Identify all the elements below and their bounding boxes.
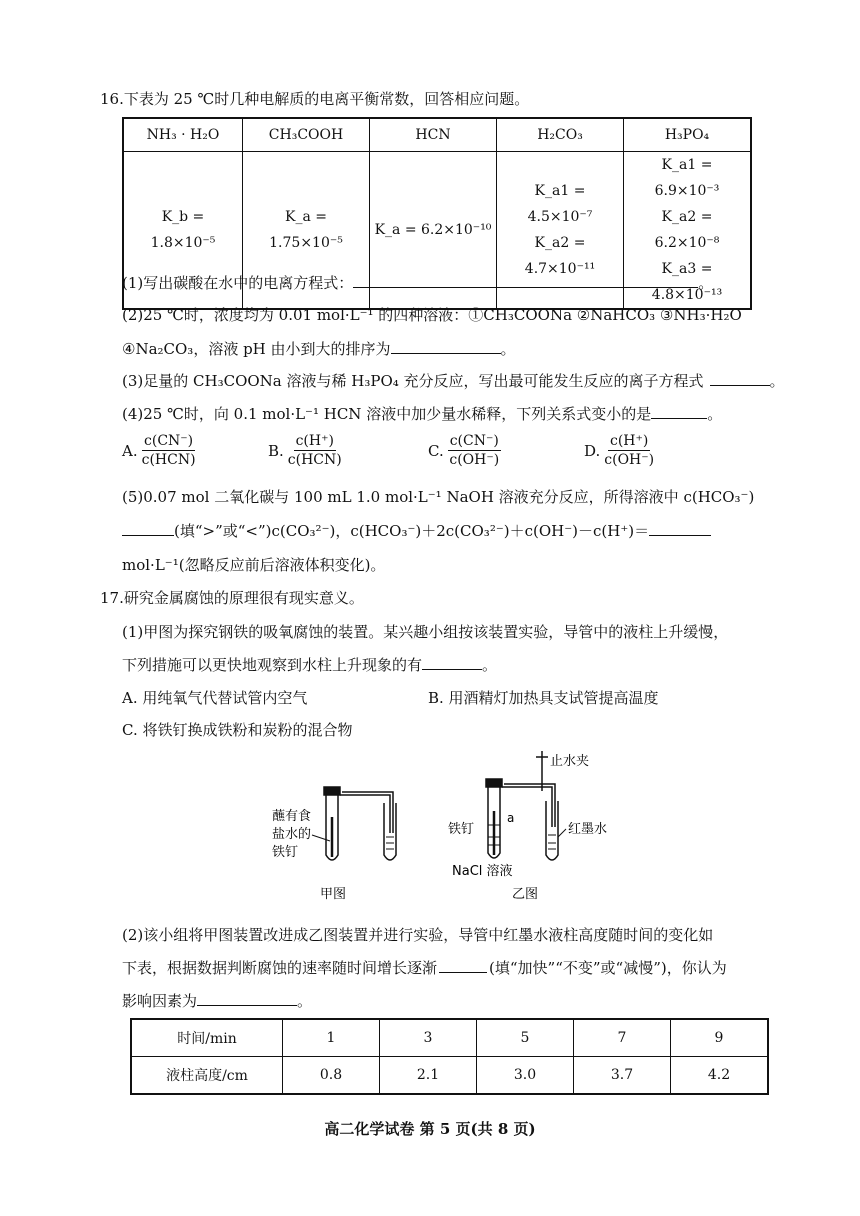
time-cell: 7 [574,1019,671,1057]
q17-part2-line3 [122,990,312,1011]
q17-part2-text-a: 下表，根据数据判断腐蚀的速率随时间增长逐渐 [122,959,438,977]
option-label: A. [122,441,138,460]
q17-part2-line1: (2)该小组将甲图装置改进成乙图装置并进行实验，导管中红墨水液柱高度随时间的变化如 [122,926,714,944]
value-h2co3-ka2: K_a2 = 4.7×10⁻¹¹ [524,235,596,277]
q16-part5-line2 [122,520,711,541]
q17-part2-line2 [122,957,727,978]
time-cell: 5 [477,1019,574,1057]
q17-part1-line1: (1)甲图为探究钢铁的吸氧腐蚀的装置。某兴趣小组按该装置实验，导管中的液柱上升缓慢， [122,623,729,641]
value-h3po4-ka1: K_a1 = 6.9×10⁻³ [654,157,720,199]
numerator: c(H⁺) [610,433,649,449]
yi-nail-label: 铁钉 [448,822,475,837]
q17-part1-line2 [122,654,497,675]
header-nh3: NH₃ · H₂O [123,118,243,152]
answer-blank[interactable] [439,971,487,973]
value-h3po4-ka3: K_a3 = 4.8×10⁻¹³ [651,261,723,303]
numerator: c(H⁺) [295,433,334,449]
q16-part3-text: (3)足量的 CH₃COONa 溶液与稀 H₃PO₄ 充分反应，写出最可能发生反应的离子方程式 [122,372,704,390]
q17-part1-text: 下列措施可以更快地观察到水柱上升现象的有 [122,656,423,674]
option-a[interactable] [122,432,196,469]
height-cell: 3.0 [477,1057,574,1095]
time-cell: 1 [283,1019,380,1057]
q16-part4 [122,403,722,424]
apparatus-figure [250,745,670,910]
q16-part2-text: ④Na₂CO₃，溶液 pH 由小到大的排序为 [122,340,391,358]
q16-part2-line1: (2)25 ℃时，浓度均为 0.01 mol·L⁻¹ 的四种溶液：①CH₃COONa ②NaHCO₃ ③NH₃·H₂O [122,306,742,324]
header-hcn: HCN [370,118,497,152]
denominator: c(OH⁻) [604,452,655,468]
yi-a-label: a [507,811,515,825]
q16-part5-text: (填“>”或“<”)c(CO₃²⁻)，c(HCO₃⁻)＋2c(CO₃²⁻)＋c(OH⁻)－c(H⁺)＝ [174,522,650,540]
fraction [288,432,342,469]
q16-part3 [122,370,785,391]
jia-label-1: 蘸有食 [272,809,312,824]
q17-stem: 17.研究金属腐蚀的原理很有现实意义。 [100,589,364,607]
answer-blank[interactable] [122,534,174,536]
q17-part2-text-c: 影响因素为 [122,992,198,1010]
q16-part4-end: 。 [707,405,723,423]
q16-part1-end: 。 [698,274,714,292]
option-b[interactable] [268,432,342,469]
height-cell: 2.1 [380,1057,477,1095]
table-header-time: 时间/min [131,1019,283,1057]
q17-part1-end: 。 [482,656,498,674]
table-header-height: 液柱高度/cm [131,1057,283,1095]
answer-blank[interactable] [391,352,501,354]
numerator: c(CN⁻) [449,433,499,449]
option-label: B. [268,441,284,460]
q16-stem: 16.下表为 25 ℃时几种电解质的电离平衡常数，回答相应问题。 [100,90,530,108]
denominator: c(HCN) [287,452,342,468]
figure-jia [324,787,396,860]
fraction [448,432,501,469]
q16-part5-line3: mol·L⁻¹(忽略反应前后溶液体积变化)。 [122,556,386,574]
q16-part1-text: (1)写出碳酸在水中的电离方程式： [122,274,354,292]
value-ch3cooh: K_a = 1.75×10⁻⁵ [243,152,370,310]
yi-solution-label: NaCl 溶液 [452,864,513,879]
header-h2co3: H₂CO₃ [497,118,624,152]
height-cell: 3.7 [574,1057,671,1095]
figure-yi [486,751,558,860]
denominator: c(OH⁻) [449,452,500,468]
yi-clamp-label: 止水夹 [550,754,590,769]
fraction [604,432,654,469]
answer-blank[interactable] [422,668,482,670]
option-c[interactable] [428,432,501,469]
option-label: C. [428,441,444,460]
time-cell: 3 [380,1019,477,1057]
option-b[interactable]: B. 用酒精灯加热具支试管提高温度 [428,689,659,707]
q16-part3-end: 。 [769,372,785,390]
option-a[interactable]: A. 用纯氧气代替试管内空气 [122,689,308,707]
value-hcn: K_a = 6.2×10⁻¹⁰ [370,152,497,310]
time-cell: 9 [671,1019,769,1057]
header-ch3cooh: CH₃COOH [243,118,370,152]
yi-caption: 乙图 [512,887,539,902]
option-c[interactable]: C. 将铁钉换成铁粉和炭粉的混合物 [122,721,353,739]
q16-part1 [122,272,713,293]
fraction [142,432,196,469]
option-d[interactable] [584,432,654,469]
page-footer: 高二化学试卷 第 5 页(共 8 页) [324,1120,536,1138]
answer-blank[interactable] [710,384,770,386]
q17-part2-text-b: (填“加快”“不变”或“减慢”)，你认为 [489,959,727,977]
height-cell: 0.8 [283,1057,380,1095]
value-nh3: K_b = 1.8×10⁻⁵ [123,152,243,310]
yi-ink-label: 红墨水 [568,822,608,837]
option-label: D. [584,441,601,460]
denominator: c(HCN) [141,452,196,468]
stopper-icon [324,787,340,795]
answer-blank[interactable] [649,534,711,536]
value-h2co3-ka1: K_a1 = 4.5×10⁻⁷ [527,183,593,225]
liquid-height-table [130,1018,769,1095]
value-h3po4-ka2: K_a2 = 6.2×10⁻⁸ [654,209,720,251]
tube-icon [340,795,390,833]
answer-blank[interactable] [651,417,707,419]
answer-blank[interactable] [353,286,698,288]
q17-part2-end: 。 [297,992,313,1010]
jia-label-3: 铁钉 [272,845,299,860]
q16-part4-text: (4)25 ℃时，向 0.1 mol·L⁻¹ HCN 溶液中加少量水稀释，下列关系式变小的是 [122,405,652,423]
q16-part2-end: 。 [500,340,516,358]
q16-part5-line1: (5)0.07 mol 二氧化碳与 100 mL 1.0 mol·L⁻¹ NaOH 溶液充分反应，所得溶液中 c(HCO₃⁻) [122,488,755,506]
height-cell: 4.2 [671,1057,769,1095]
jia-caption: 甲图 [320,887,347,902]
q16-part2-line2 [122,338,516,359]
answer-blank[interactable] [197,1004,297,1006]
jia-label-2: 盐水的 [272,827,312,842]
numerator: c(CN⁻) [144,433,194,449]
header-h3po4: H₃PO₄ [624,118,752,152]
stopper-icon [486,779,502,787]
